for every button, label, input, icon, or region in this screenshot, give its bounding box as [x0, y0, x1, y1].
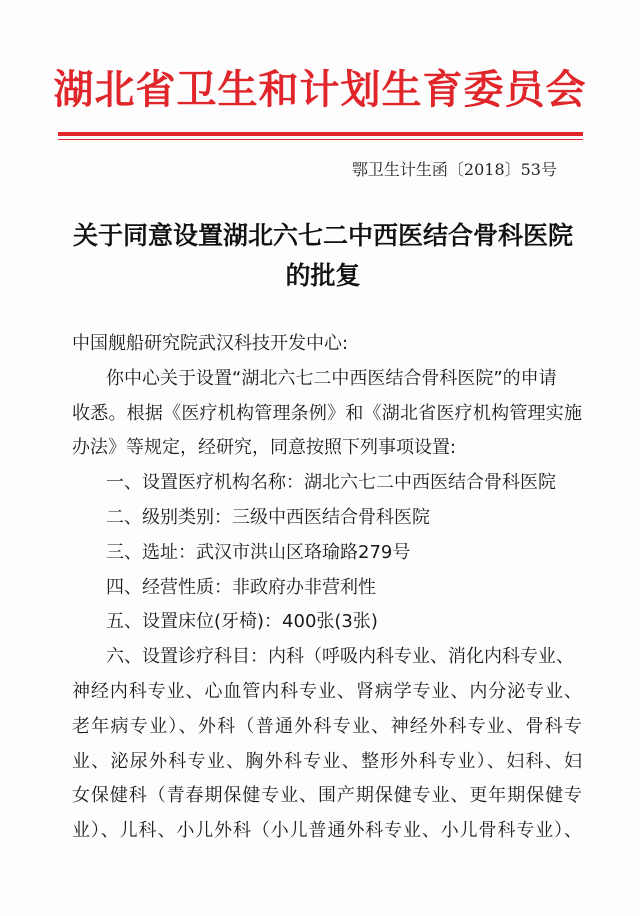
- list-item: 五、设置床位(牙椅)：400张(3张): [106, 611, 378, 633]
- title-line-2: 的批复: [285, 261, 361, 290]
- document-number: 鄂卫生计生函〔2018〕53号: [351, 160, 557, 179]
- list-item-6-line: 六、设置诊疗科目：内科（呼吸内科专业、消化内科专业、: [106, 646, 574, 668]
- list-item: 四、经营性质：非政府办非营利性: [106, 576, 376, 598]
- list-item: 二、级别类别：三级中西医结合骨科医院: [106, 506, 430, 528]
- letterhead-title: 湖北省卫生和计划生育委员会: [53, 66, 587, 113]
- list-item: 一、设置医疗机构名称：湖北六七二中西医结合骨科医院: [106, 472, 556, 494]
- title-line-1: 关于同意设置湖北六七二中西医结合骨科医院: [72, 221, 573, 250]
- list-item: 三、选址：武汉市洪山区珞瑜路279号: [106, 541, 411, 563]
- document-body: [72, 327, 582, 849]
- paragraph-line: 办法》等规定，经研究，同意按照下列事项设置:: [72, 437, 457, 459]
- addressee: 中国舰船研究院武汉科技开发中心:: [72, 333, 349, 354]
- document-title: [58, 216, 588, 296]
- paragraph-line: 收悉。根据《医疗机构管理条例》和《湖北省医疗机构管理实施: [72, 402, 582, 424]
- list-item-6-line: 业、泌尿外科专业、胸外科专业、整形外科专业）、妇科、妇: [72, 750, 582, 772]
- list-item-6-line: 女保健科（青春期保健专业、围产期保健专业、更年期保健专: [72, 785, 582, 807]
- list-item-6-line: 神经内科专业、心血管内科专业、肾病学专业、内分泌专业、: [72, 680, 582, 702]
- letterhead-rule-thin: [58, 139, 583, 140]
- list-item-6-line: 老年病专业）、外科（普通外科专业、神经外科专业、骨科专: [72, 715, 582, 737]
- list-item-6-line: 业）、儿科、小儿外科（小儿普通外科专业、小儿骨科专业）、: [72, 820, 582, 842]
- letterhead-rule-thick: [58, 132, 583, 136]
- paragraph-line: 你中心关于设置“湖北六七二中西医结合骨科医院”的申请: [106, 367, 557, 389]
